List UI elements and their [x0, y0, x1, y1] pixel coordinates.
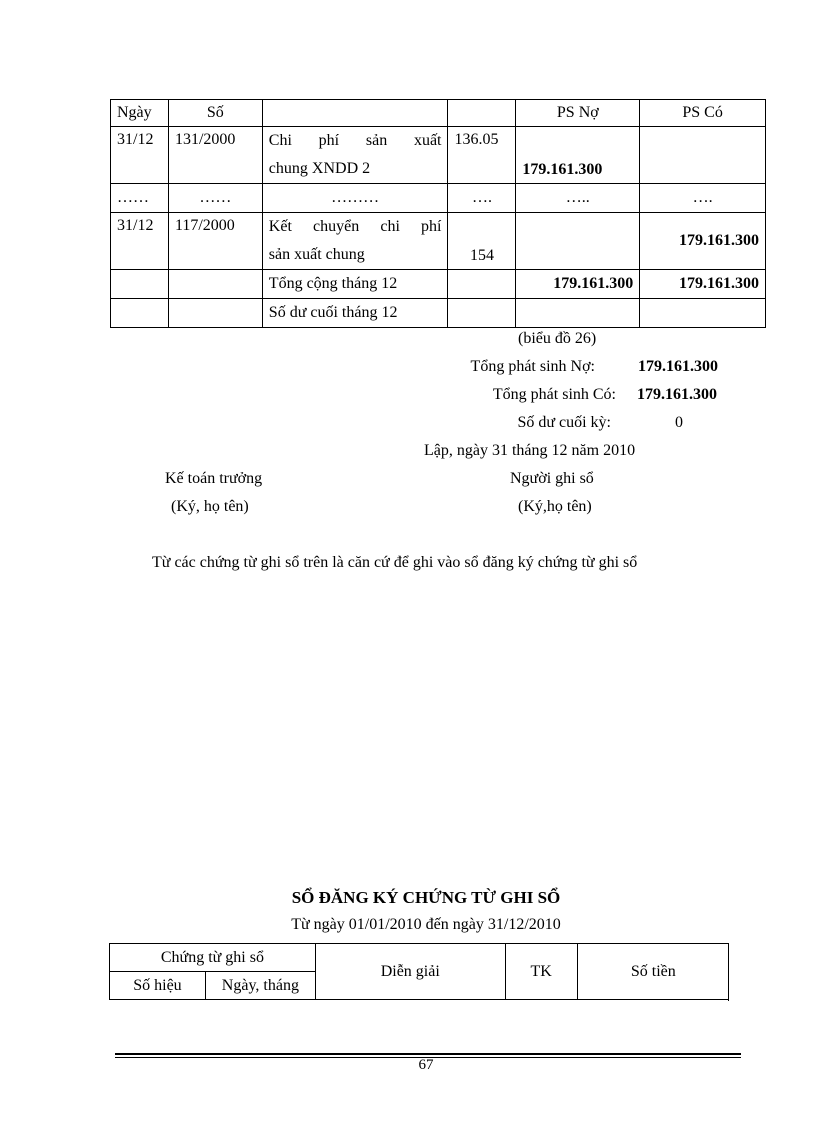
register-col-desc: Diễn giải [315, 944, 505, 1000]
total-credit-value: 179.161.300 [637, 386, 717, 403]
header-desc [262, 100, 448, 127]
row-debit: ….. [516, 184, 640, 213]
body-paragraph: Từ các chứng từ ghi sổ trên là căn cứ để ghi vào sổ đăng ký chứng từ ghi sổ [152, 554, 638, 571]
register-col-amount: Số tiền [577, 944, 729, 1000]
row-desc-line2: sản xuất chung [268, 246, 365, 263]
total-label: Tổng cộng tháng 12 [262, 270, 448, 299]
row-date: …… [111, 184, 169, 213]
header-date: Ngày [111, 100, 169, 127]
header-debit: PS Nợ [516, 100, 640, 127]
total-credit: 179.161.300 [640, 270, 766, 299]
row-date: 31/12 [111, 213, 169, 270]
balance-label: Số dư cuối tháng 12 [262, 299, 448, 328]
chief-accountant-sign: (Ký, họ tên) [171, 498, 249, 515]
row-number: 117/2000 [168, 213, 262, 270]
row-description: ……… [262, 184, 448, 213]
register-right-border [728, 943, 729, 1001]
row-tk: 136.05 [448, 127, 516, 184]
ending-balance-label: Số dư cuối kỳ: [517, 414, 611, 431]
recorder-sign: (Ký,họ tên) [518, 498, 592, 515]
row-date: 31/12 [111, 127, 169, 184]
total-debit-label: Tổng phát sinh Nợ: [470, 358, 595, 375]
row-credit: 179.161.300 [640, 213, 766, 270]
register-title: SỔ ĐĂNG KÝ CHỨNG TỪ GHI SỔ [291, 888, 561, 907]
ledger-table [110, 99, 766, 328]
row-desc-line1: Kết chuyển chi phí [268, 218, 442, 235]
row-number: …… [168, 184, 262, 213]
register-group-header: Chứng từ ghi sổ [110, 944, 316, 972]
register-table [109, 943, 729, 1000]
row-tk: 154 [448, 213, 516, 270]
row-number: 131/2000 [168, 127, 262, 184]
page-number: 67 [418, 1057, 434, 1073]
ledger-header-row [111, 100, 766, 127]
register-col-number: Số hiệu [110, 972, 206, 1000]
table-row [111, 184, 766, 213]
balance-row [111, 299, 766, 328]
total-debit-value: 179.161.300 [638, 358, 718, 375]
date-line: Lập, ngày 31 tháng 12 năm 2010 [424, 442, 636, 459]
ending-balance-value: 0 [675, 414, 683, 431]
register-col-tk: TK [505, 944, 577, 1000]
table-row [111, 213, 766, 270]
total-debit: 179.161.300 [516, 270, 640, 299]
row-description [262, 127, 448, 184]
recorder-title: Người ghi sổ [510, 470, 594, 487]
row-description [262, 213, 448, 270]
header-tk [448, 100, 516, 127]
row-credit: …. [640, 184, 766, 213]
header-credit: PS Có [640, 100, 766, 127]
total-row [111, 270, 766, 299]
chief-accountant-title: Kế toán trưởng [165, 470, 263, 487]
footer-rule [115, 1053, 741, 1055]
table-row [111, 127, 766, 184]
register-col-date: Ngày, tháng [205, 972, 315, 1000]
row-desc-line2: chung XNDD 2 [268, 160, 371, 177]
row-desc-line1: Chi phí sản xuất [268, 132, 442, 149]
total-credit-label: Tổng phát sinh Có: [492, 386, 616, 403]
row-debit: 179.161.300 [516, 127, 640, 184]
row-tk: …. [448, 184, 516, 213]
chart-caption: (biểu đồ 26) [518, 330, 597, 347]
header-number: Số [168, 100, 262, 127]
row-debit [516, 213, 640, 270]
row-credit [640, 127, 766, 184]
register-subtitle: Từ ngày 01/01/2010 đến ngày 31/12/2010 [291, 916, 561, 933]
